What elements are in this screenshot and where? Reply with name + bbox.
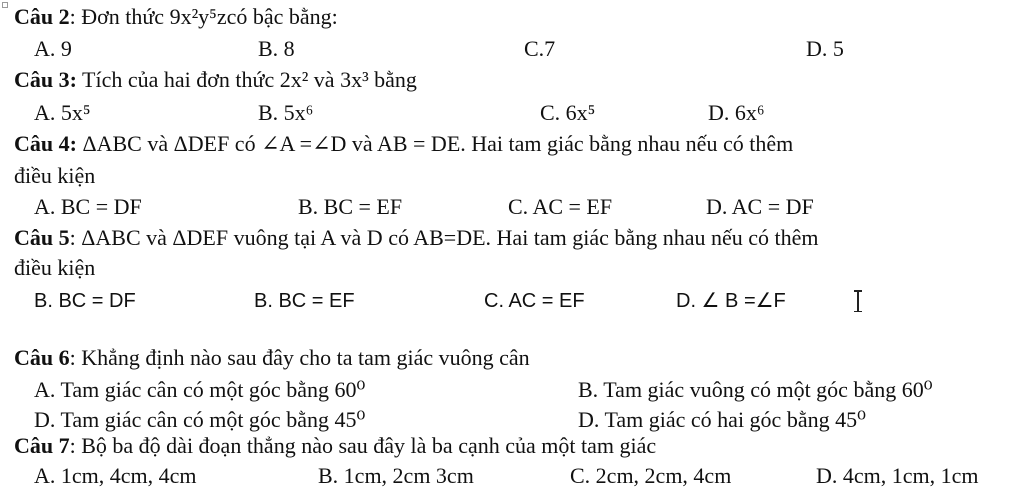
question-4-stem — [14, 131, 793, 157]
question-2-monomial: 9x²y⁵z — [169, 4, 227, 29]
question-6-option-a[interactable]: A. Tam giác cân có một góc bằng 60⁰ — [34, 377, 366, 402]
question-7-option-a[interactable]: A. 1cm, 4cm, 4cm — [34, 463, 197, 488]
question-5-label: Câu 5 — [14, 225, 70, 250]
question-5-option-b1[interactable]: B. BC = DF — [34, 290, 136, 312]
question-2-option-a[interactable]: A. 9 — [34, 36, 72, 61]
question-6-stem-text: : Khẳng định nào sau đây cho ta tam giác vuông cân — [69, 345, 530, 370]
question-5-option-d[interactable]: D. ∠ B =∠F — [676, 290, 786, 312]
question-7-stem-text: : Bộ ba độ dài đoạn thẳng nào sau đây là ba cạnh của một tam giác — [69, 433, 657, 458]
question-3-option-c[interactable]: C. 6x⁵ — [540, 100, 596, 125]
question-4-option-a[interactable]: A. BC = DF — [34, 194, 142, 219]
question-5-stem — [14, 225, 818, 251]
question-7-option-d[interactable]: D. 4cm, 1cm, 1cm — [816, 463, 979, 488]
question-2-option-b[interactable]: B. 8 — [258, 36, 295, 61]
question-3-option-b[interactable]: B. 5x⁶ — [258, 100, 314, 125]
question-2-stem-suffix: có bậc bằng: — [226, 4, 338, 29]
question-4-option-d[interactable]: D. AC = DF — [706, 194, 814, 219]
question-3-stem — [14, 67, 417, 93]
question-3-stem-text: Tích của hai đơn thức 2x² và 3x³ bằng — [76, 67, 417, 92]
corner-mark — [2, 2, 8, 8]
question-5-stem-line1: : ΔABC và ΔDEF vuông tại A và D có AB=DE. Hai tam giác bằng nhau nếu có thêm — [69, 225, 819, 250]
question-3-label: Câu 3: — [14, 67, 77, 92]
question-2-label: Câu 2 — [14, 4, 70, 29]
question-2-option-d[interactable]: D. 5 — [806, 36, 844, 61]
question-4-stem-line1: ΔABC và ΔDEF có ∠A =∠D và AB = DE. Hai tam giác bằng nhau nếu có thêm — [76, 131, 794, 156]
text-cursor-icon — [854, 290, 862, 312]
question-3-option-a[interactable]: A. 5x⁵ — [34, 100, 91, 125]
question-7-option-b[interactable]: B. 1cm, 2cm 3cm — [318, 463, 474, 488]
question-6-option-d2[interactable]: D. Tam giác có hai góc bằng 45⁰ — [578, 407, 866, 432]
question-7-stem — [14, 433, 656, 459]
question-6-label: Câu 6 — [14, 345, 70, 370]
question-4-stem-line2: điều kiện — [14, 163, 96, 188]
question-5-option-c[interactable]: C. AC = EF — [484, 290, 585, 312]
question-6-stem — [14, 345, 530, 371]
question-7-label: Câu 7 — [14, 433, 70, 458]
question-4-label: Câu 4: — [14, 131, 77, 156]
question-4-option-b[interactable]: B. BC = EF — [298, 194, 403, 219]
question-6-option-d1[interactable]: D. Tam giác cân có một góc bằng 45⁰ — [34, 407, 366, 432]
question-4-option-c[interactable]: C. AC = EF — [508, 194, 613, 219]
question-2-option-c[interactable]: C.7 — [524, 36, 556, 61]
question-5-stem-line2: điều kiện — [14, 255, 96, 280]
question-6-option-b[interactable]: B. Tam giác vuông có một góc bằng 60⁰ — [578, 377, 933, 402]
question-2-stem-prefix: : Đơn thức — [69, 4, 170, 29]
question-3-option-d[interactable]: D. 6x⁶ — [708, 100, 765, 125]
question-5-option-b2[interactable]: B. BC = EF — [254, 290, 355, 312]
question-7-option-c[interactable]: C. 2cm, 2cm, 4cm — [570, 463, 732, 488]
question-2-stem — [14, 4, 338, 30]
